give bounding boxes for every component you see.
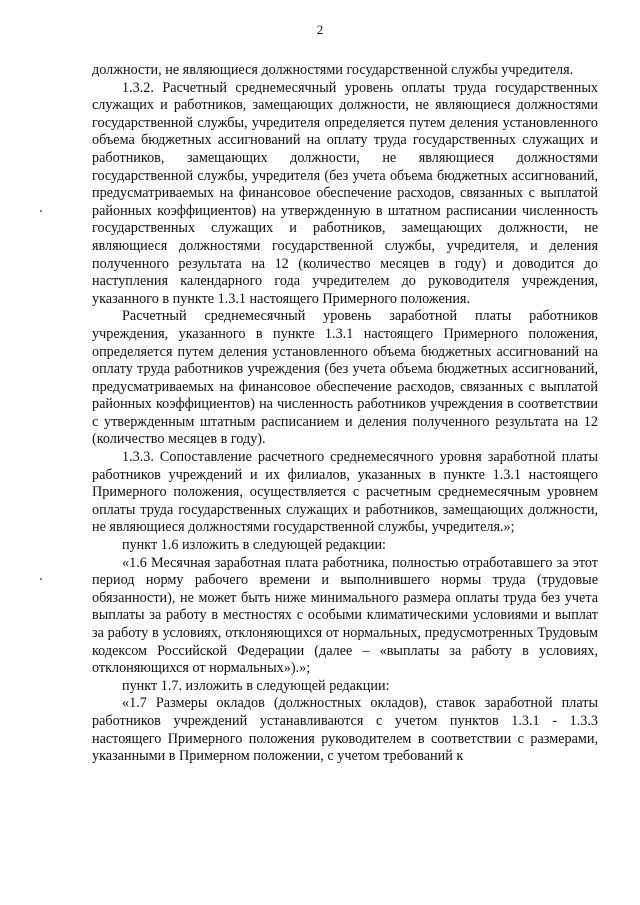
- scan-artifact-dot: [40, 578, 42, 580]
- paragraph-1-3-3: 1.3.3. Сопоставление расчетного среднемесячного уровня заработной платы работников учреждений и их филиалов, указанных в пункте 1.3.1 настоящего Примерного положения, осуществляется с расчетным среднемесячным уровнем оплаты труда государственных служащих и работников, замещающих должности, не являющиеся должностями государственной службы, учредителя.»;: [92, 449, 598, 536]
- paragraph-continuation: должности, не являющиеся должностями государственной службы учредителя.: [92, 62, 574, 78]
- paragraph-item-1-7-intro: пункт 1.7. изложить в следующей редакции:: [122, 677, 390, 694]
- paragraph-item-1-6: «1.6 Месячная заработная плата работника, полностью отработавшего за этот период норму рабочего времени и выполнившего нормы труда (трудовые обязанности), не может быть ниже минимального размера оплаты труда без учета выплаты за работу в местностях с особыми климатическими условиями и выплат за работу в условиях, отклоняющихся от нормальных, предусмотренных Трудовым кодексом Российской Федерации (далее – «выплаты за работу в условиях, отклоняющихся от нормальных»).»;: [92, 554, 598, 677]
- scan-artifact-dot: [40, 210, 42, 212]
- paragraph-1-3-2: 1.3.2. Расчетный среднемесячный уровень оплаты труда государственных служащих и работников, замещающих должности, не являющиеся должностями государственной службы, учредителя определяется путем деления установленного объема бюджетных ассигнований на оплату труда государственных служащих и работников, замещающих должности, не являющиеся должностями государственной службы, учредителя (без учета объема бюджетных ассигнований, предусматриваемых на финансовое обеспечение расходов, связанных с выплатой районных коэффициентов) на утвержденную в штатном расписании численность государственных служащих и работников, замещающих должности, не являющиеся должностями государственной службы, учредителя, и деления полученного результата на 12 (количество месяцев в году) и доводится до наступления календарного года учредителем до руководителя учреждения, указанного в пункте 1.3.1 настоящего Примерного положения.: [92, 79, 598, 307]
- paragraph-calculated-level: Расчетный среднемесячный уровень заработной платы работников учреждения, указанного в пункте 1.3.1 настоящего Примерного положения, определяется путем деления установленного объема бюджетных ассигнований на оплату труда работников учреждения (без учета объема бюджетных ассигнований, предусматриваемых на финансовое обеспечение расходов, связанных с выплатой районных коэффициентов) на численность работников учреждения в соответствии с утвержденным штатным расписанием и деления полученного результата на 12 (количество месяцев в году).: [92, 308, 598, 448]
- document-body: [92, 62, 598, 766]
- paragraph-item-1-6-intro: пункт 1.6 изложить в следующей редакции:: [122, 537, 386, 554]
- page-number: 2: [316, 22, 324, 37]
- paragraph-item-1-7: «1.7 Размеры окладов (должностных окладов), ставок заработной платы работников учреждений устанавливаются с учетом пунктов 1.3.1 - 1.3.3 настоящего Примерного положения руководителем в соответствии с размерами, указанными в Примерном положении, с учетом требований к: [92, 695, 598, 765]
